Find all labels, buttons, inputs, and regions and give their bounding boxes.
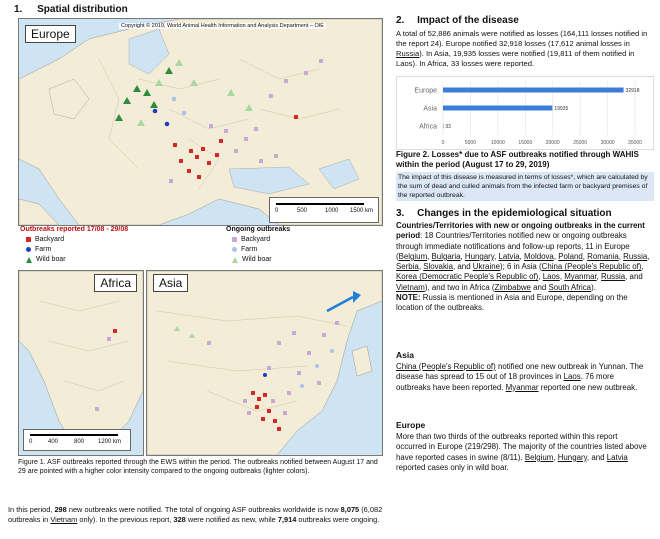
- europe-map[interactable]: [18, 18, 383, 226]
- scale-tick-400: 400: [48, 439, 59, 445]
- changes-text: ).: [591, 282, 596, 292]
- impact-text: A total of 52,886 animals were notified as losses (164,111 losses notified in the report 24). Europe notified 32,918 losses (17,612 animal losses in: [396, 29, 648, 48]
- africa-map-graphic: [19, 271, 143, 455]
- europe-map-graphic: [19, 19, 382, 225]
- russia-link[interactable]: Russia: [396, 49, 420, 58]
- europe-map-label: Europe: [25, 25, 76, 43]
- list-separator: ,: [582, 251, 588, 261]
- changes-text: : 18 Countries/Territories notified new or ongoing outbreaks through immediate notifications and follow-up reports, 11 in Europe (: [396, 231, 630, 261]
- legend-ongoing-wildboar: [232, 256, 272, 263]
- section-number: 1.: [14, 4, 23, 15]
- africa-country-list: [495, 283, 592, 292]
- country-link[interactable]: Myanmar: [564, 272, 597, 282]
- list-separator: ,: [559, 272, 565, 282]
- section-1-heading: [14, 4, 128, 15]
- previous-ongoing-count: 7,914: [277, 515, 297, 524]
- figure-1-caption: Figure 1. ASF outbreaks reported through the EWS within the period. The outbreaks notified between August 17 and 29 are pointed with a higher color intensity compared to the ongoing outbreaks (lighter colors).: [18, 459, 378, 475]
- list-separator: ,: [641, 262, 644, 272]
- africa-scale-bar: [30, 434, 118, 436]
- europe-text: More than two thirds of the outbreaks reported within this report occurred in Europe (219/298). The majority of the countries listed above have reported cases in swine (8/11).: [396, 432, 647, 462]
- europe-paragraph: More than two thirds of the outbreaks reported within this report occurred in Europe (219/298). The majority of the countries listed above have reported cases in swine (8/11). Belgium, Hungary, and Latvia reported cases only in wild boar.: [396, 432, 647, 472]
- summary-text: were notified as new, while: [185, 515, 278, 524]
- x-tick-label: 0: [441, 140, 445, 146]
- legend-wildboar: [26, 256, 66, 263]
- section-title: Impact of the disease: [417, 15, 519, 26]
- category-label: Africa: [419, 123, 437, 131]
- legend-ongoing-backyard: [232, 236, 270, 243]
- legend-label: Wild boar: [242, 256, 272, 263]
- x-tick-label: 10000: [490, 140, 505, 146]
- country-link[interactable]: Ukraine: [472, 262, 500, 272]
- asia-paragraph: [396, 362, 650, 393]
- laos-link[interactable]: Laos: [563, 372, 581, 382]
- summary-text: only). In the previous report,: [77, 515, 174, 524]
- x-tick-label: 5000: [464, 140, 476, 146]
- bar-asia: [443, 106, 552, 111]
- map-copyright: Copyright © 2019, World Animal Health Information and Analysis Department – OIE: [121, 23, 324, 29]
- value-label: 33: [445, 124, 451, 130]
- summary-text: new outbreaks were notified. The total of ongoing ASF outbreaks worldwide is now: [66, 505, 341, 514]
- value-label: 32918: [625, 88, 640, 94]
- scale-tick-1200: 1200 km: [98, 439, 122, 445]
- wildboar-triangle-icon: [26, 257, 32, 263]
- africa-scale-box: [23, 429, 131, 451]
- asia-map-label: Asia: [153, 274, 188, 292]
- country-link[interactable]: Serbia: [396, 262, 419, 272]
- latvia-link[interactable]: Latvia: [606, 452, 628, 462]
- country-link[interactable]: Slovakia: [423, 262, 454, 272]
- country-link[interactable]: Hungary: [464, 251, 495, 261]
- vietnam-link[interactable]: Vietnam: [50, 515, 78, 524]
- wildboar-light-triangle-icon: [232, 257, 238, 263]
- losses-bar-chart: [396, 76, 654, 150]
- europe-text: , and: [586, 452, 607, 462]
- europe-text: reported cases only in wild boar.: [396, 462, 509, 472]
- impact-text: ). In Asia, 19,935 losses were notified (19,811 of them notified in Laos). In Africa, 33 losses were reported.: [396, 49, 635, 68]
- legend-outbreaks-title: Outbreaks reported 17/08 - 29/08: [20, 226, 129, 233]
- figure-2-caption: Figure 2. Losses* due to ASF outbreaks notified through WAHIS within the period (August 17 to 29, 2019): [396, 150, 639, 169]
- summary-text: outbreaks were ongoing.: [296, 515, 380, 524]
- list-separator: ,: [418, 262, 424, 272]
- scale-tick-500: 500: [297, 208, 308, 214]
- impact-paragraph: [396, 29, 648, 69]
- asia-map[interactable]: [146, 270, 383, 456]
- category-label: Asia: [423, 105, 437, 113]
- belgium-link[interactable]: Belgium: [524, 452, 554, 462]
- asia-text: notified one new outbreak in Yunnan. The disease has spread to 15 out of 18 provinces in: [396, 362, 644, 382]
- asia-text: . 76 more outbreaks have been reported.: [396, 372, 615, 392]
- scale-tick-1500: 1500 km: [350, 208, 374, 214]
- x-tick-label: 20000: [545, 140, 560, 146]
- country-link[interactable]: Latvia: [498, 251, 520, 261]
- country-link[interactable]: Poland: [558, 251, 583, 261]
- country-link[interactable]: Korea (Democratic People's Republic of): [396, 272, 539, 282]
- list-separator: ,: [494, 251, 499, 261]
- country-link[interactable]: South Africa: [548, 282, 592, 292]
- note-label: NOTE:: [396, 293, 421, 303]
- country-link[interactable]: Romania: [587, 251, 619, 261]
- country-link[interactable]: Moldova: [523, 251, 554, 261]
- country-link[interactable]: Zimbabwe: [494, 282, 531, 292]
- losses-chart-svg: [397, 77, 653, 149]
- changes-text: ), and two in Africa (: [424, 282, 495, 292]
- changes-paragraph: [396, 221, 650, 314]
- list-separator: ,: [538, 272, 543, 282]
- country-link[interactable]: Bulgaria: [431, 251, 461, 261]
- list-separator: ,: [519, 251, 524, 261]
- legend-label: Backyard: [241, 236, 271, 243]
- scale-tick-0: 0: [29, 439, 33, 445]
- list-separator: , and: [625, 272, 643, 282]
- country-link[interactable]: Russia: [601, 272, 626, 282]
- backyard-square-icon: [26, 237, 31, 242]
- hungary-link[interactable]: Hungary: [557, 452, 587, 462]
- section-3-heading: [396, 208, 612, 219]
- section-number: 3.: [396, 208, 405, 219]
- china-link[interactable]: China (People's Republic of): [396, 362, 496, 371]
- asia-text: reported one new outbreak.: [538, 382, 638, 392]
- new-outbreaks-count: 298: [54, 505, 67, 514]
- farm-light-circle-icon: [232, 247, 237, 252]
- list-separator: ,: [647, 251, 650, 261]
- legend-label: Farm: [35, 246, 52, 253]
- asia-heading: Asia: [396, 350, 414, 360]
- europe-scale-bar: [276, 203, 364, 205]
- x-tick-label: 30000: [600, 140, 615, 146]
- legend-label: Wild boar: [36, 256, 66, 263]
- asia-map-graphic: [147, 271, 382, 455]
- backyard-light-square-icon: [232, 237, 237, 242]
- section-number: 2.: [396, 15, 405, 26]
- myanmar-link[interactable]: Myanmar: [505, 382, 539, 392]
- total-ongoing-count: 8,075: [340, 505, 360, 514]
- list-separator: ,: [596, 272, 602, 282]
- x-tick-label: 35000: [628, 140, 642, 146]
- list-separator: ,: [427, 251, 432, 261]
- figure-2-note: The impact of this disease is measured in terms of losses*, which are calculated by the sum of dead and culled animals from the infected farm or backyard premises of the reported outbreak.: [396, 172, 654, 201]
- africa-map[interactable]: [18, 270, 144, 456]
- europe-scale-box: [269, 197, 379, 223]
- legend-ongoing-farm: [232, 246, 257, 253]
- changes-lead: Countries/Territories with new or ongoing outbreaks in the current period: [396, 221, 645, 241]
- legend-label: Backyard: [35, 236, 65, 243]
- list-separator: , and: [453, 262, 473, 272]
- map-legend: [18, 224, 381, 270]
- country-link[interactable]: Belgium: [398, 251, 428, 261]
- x-tick-label: 15000: [518, 140, 533, 146]
- summary-text: In this period,: [8, 505, 55, 514]
- section-2-heading: [396, 15, 519, 26]
- note-text: Russia is mentioned in Asia and Europe, depending on the location of the outbreaks.: [396, 293, 628, 313]
- x-tick-label: 25000: [573, 140, 588, 146]
- legend-backyard: [26, 236, 64, 243]
- country-link[interactable]: China (People's Republic of): [541, 262, 642, 272]
- europe-heading: Europe: [396, 420, 426, 430]
- scale-tick-1000: 1000: [325, 208, 339, 214]
- category-label: Europe: [414, 87, 437, 95]
- scale-tick-800: 800: [74, 439, 85, 445]
- scale-tick-0: 0: [275, 208, 279, 214]
- summary-text: (6,082 outbreaks in: [8, 505, 383, 524]
- legend-farm: [26, 246, 51, 253]
- section-title: Spatial distribution: [37, 4, 128, 15]
- country-link[interactable]: Russia: [623, 251, 648, 261]
- changes-text: ); 6 in Asia (: [499, 262, 542, 272]
- country-link[interactable]: Laos: [542, 272, 560, 282]
- legend-label: Farm: [241, 246, 258, 253]
- farm-circle-icon: [26, 247, 31, 252]
- value-label: 19935: [554, 106, 569, 112]
- list-separator: ,: [618, 251, 624, 261]
- list-separator: ,: [553, 251, 559, 261]
- legend-ongoing-title: Ongoing outbreaks: [226, 226, 291, 233]
- list-separator: and: [530, 282, 549, 292]
- summary-paragraph: [8, 505, 388, 525]
- previous-new-count: 328: [173, 515, 186, 524]
- africa-map-label: Africa: [94, 274, 137, 292]
- bar-europe: [443, 88, 624, 93]
- section-title: Changes in the epidemiological situation: [417, 208, 612, 219]
- country-link[interactable]: Vietnam: [396, 282, 425, 292]
- list-separator: ,: [460, 251, 465, 261]
